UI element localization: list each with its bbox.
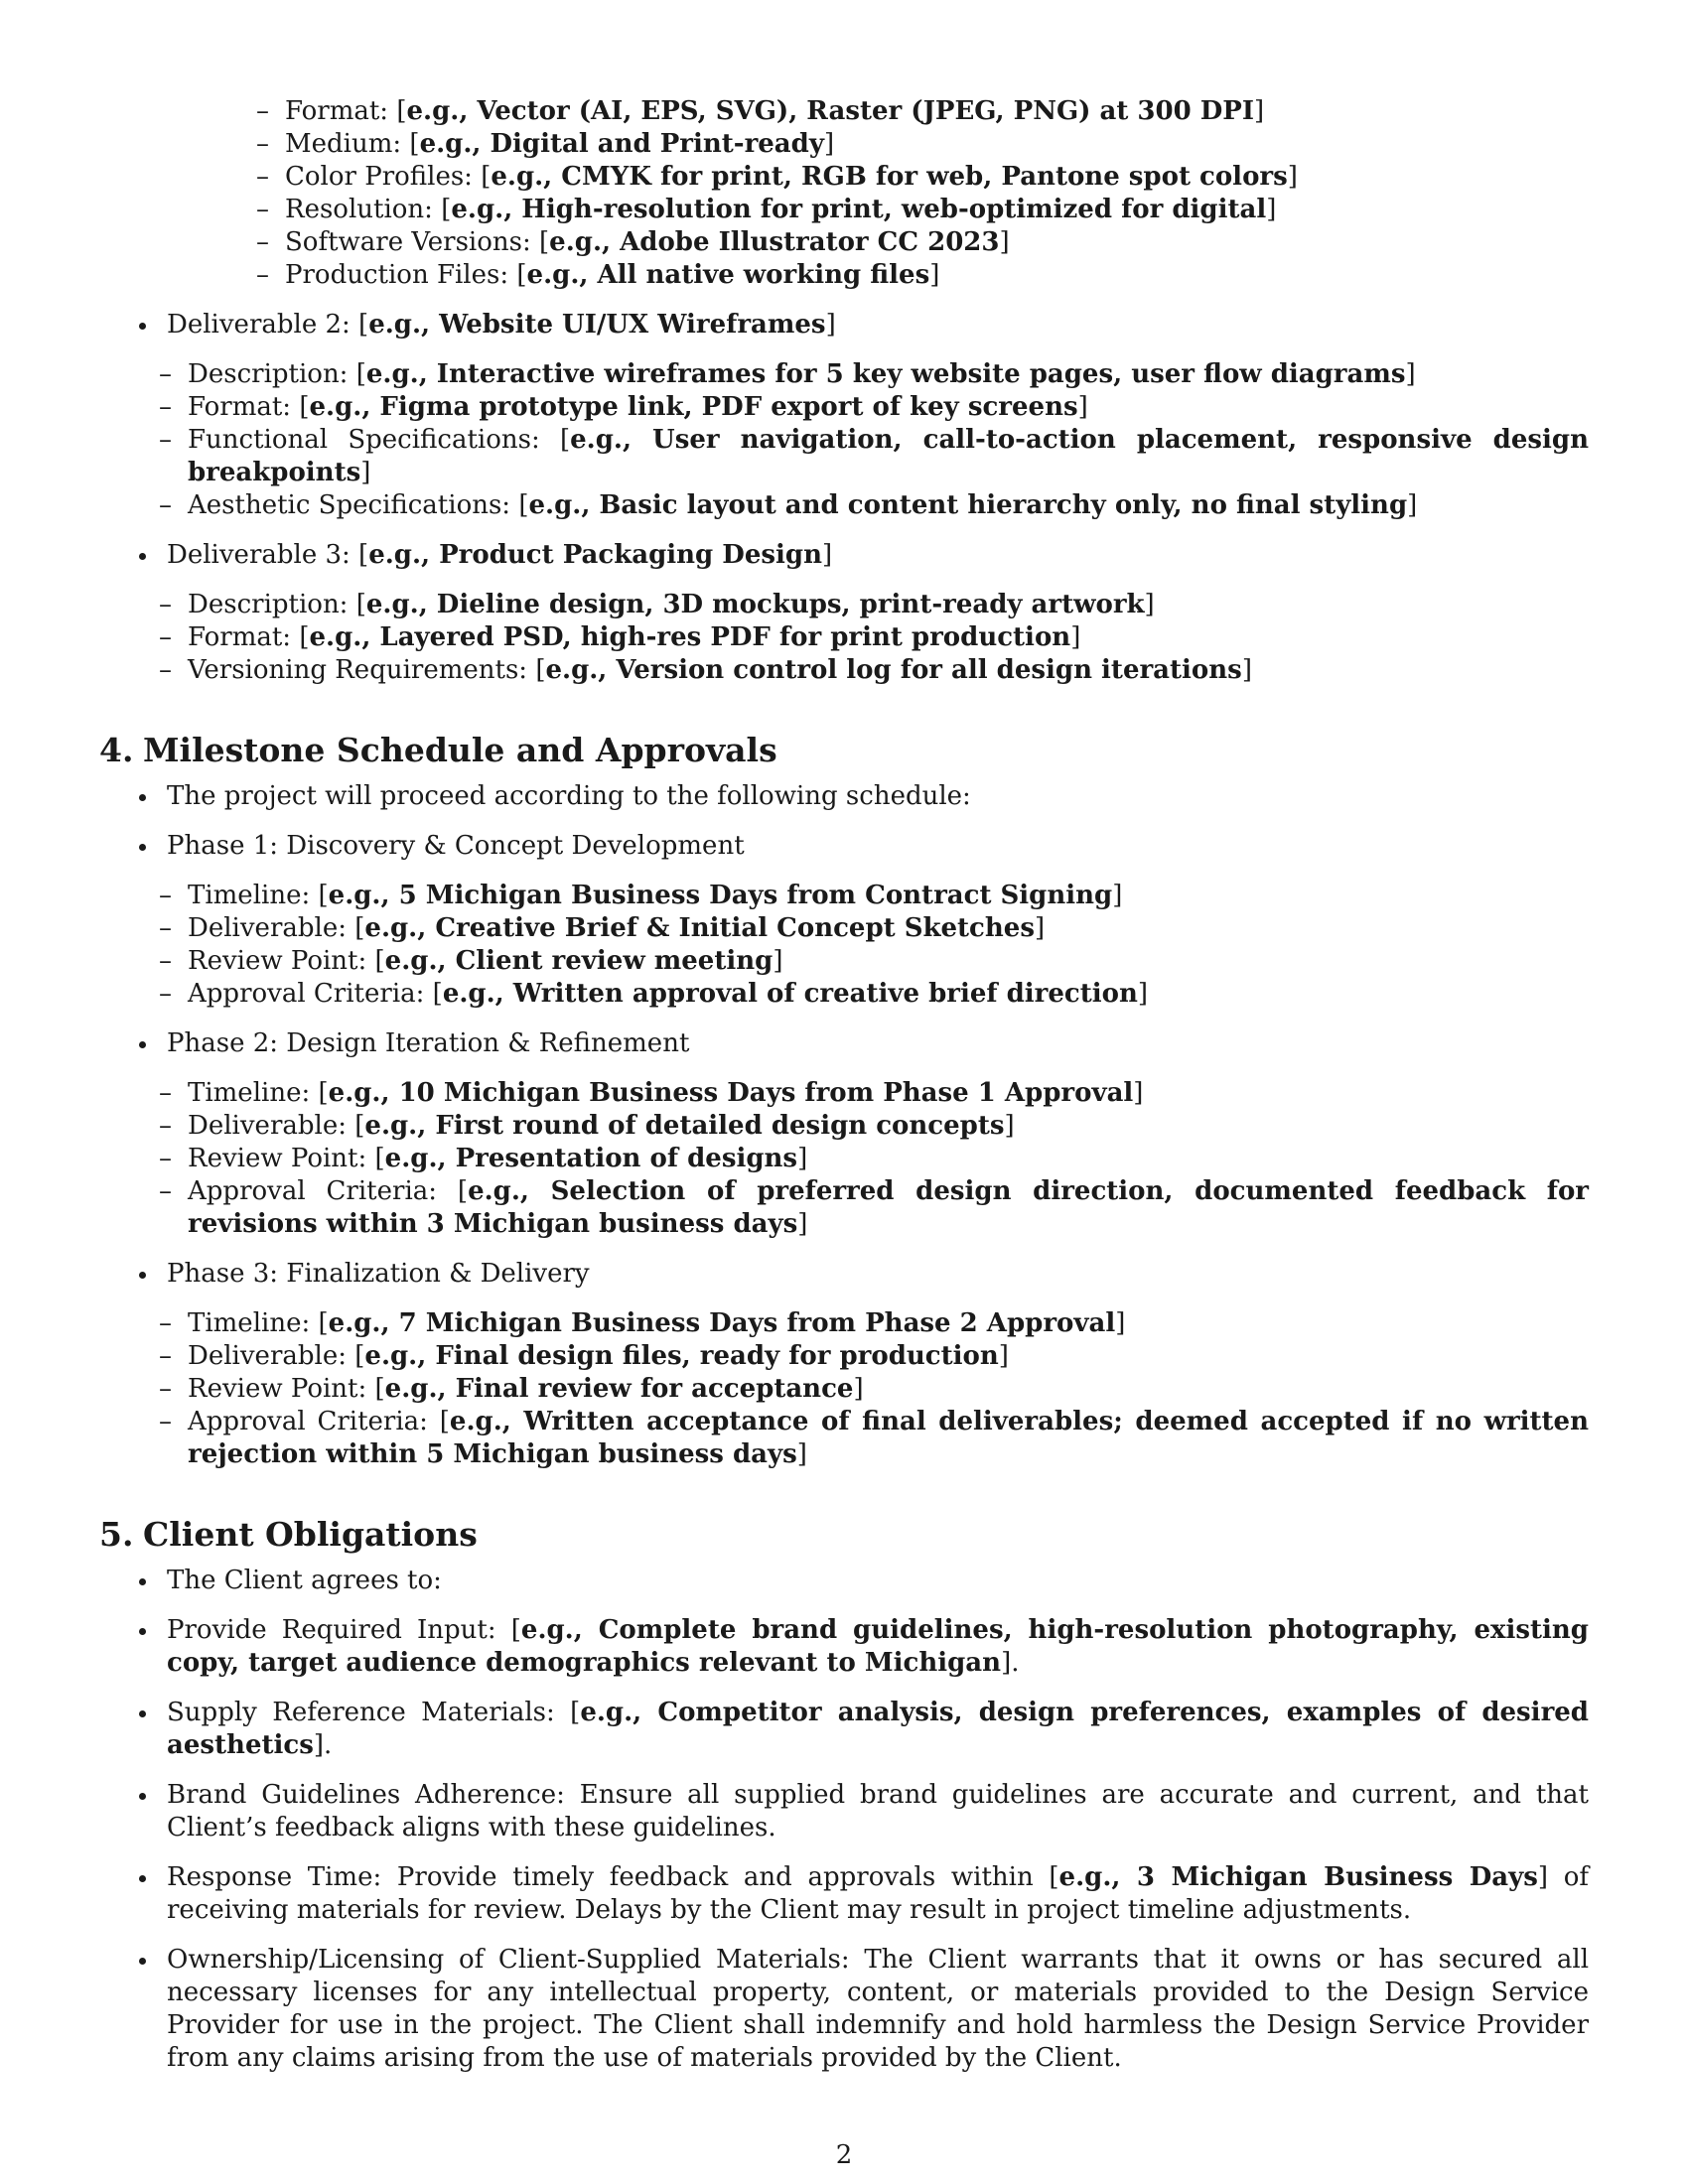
- list-item: – Deliverable: [e.g., Creative Brief & Initial Concept Sketches]: [159, 912, 1589, 945]
- list-item: – Deliverable: [e.g., Final design files, ready for production]: [159, 1340, 1589, 1373]
- phase-1: Phase 1: Discovery & Concept Development – Timeline: [e.g., 5 Michigan Business Days from Contract Signing] – Deliverable: [e.g., Creative Brief & Initial Concept Sketches] – Review Point: [e.g., Client review meeting] – Approval Criteria: [e.g., Written approval of creative brief direction]: [99, 830, 1589, 1011]
- list-item: – Functional Specifications: [e.g., User navigation, call-to-action placement, responsive design breakpoints]: [159, 424, 1589, 489]
- list-item: – Approval Criteria: [e.g., Written approval of creative brief direction]: [159, 978, 1589, 1011]
- list-item: – Review Point: [e.g., Final review for acceptance]: [159, 1373, 1589, 1406]
- list-item: – Approval Criteria: [e.g., Selection of preferred design direction, documented feedback for revisions within 3 Michigan business days]: [159, 1175, 1589, 1241]
- list-item: – Medium: [e.g., Digital and Print-ready]: [256, 128, 1589, 161]
- list-item: – Approval Criteria: [e.g., Written acceptance of final deliverables; deemed accepted if no written rejection within 5 Michigan business days]: [159, 1406, 1589, 1471]
- document-page: [99, 95, 1589, 2075]
- list-item: – Versioning Requirements: [e.g., Version control log for all design iterations]: [159, 654, 1589, 687]
- list-item: – Description: [e.g., Interactive wireframes for 5 key website pages, user flow diagrams]: [159, 358, 1589, 391]
- list-item: Ownership/Licensing of Client-Supplied Materials: The Client warrants that it owns or has secured all necessary licenses for any intellectual property, content, or materials provided to the Design Service Provider for use in the project. The Client shall indemnify and hold harmless the Design Service Provider from any claims arising from the use of materials provided by the Client.: [167, 1945, 1590, 2073]
- list-item: The Client agrees to:: [167, 1566, 442, 1595]
- list-item: – Resolution: [e.g., High-resolution for print, web-optimized for digital]: [256, 194, 1589, 226]
- phase-3: Phase 3: Finalization & Delivery – Timeline: [e.g., 7 Michigan Business Days from Phase 2 Approval] – Deliverable: [e.g., Final design files, ready for production] – Review Point: [e.g., Final review for acceptance] – Approval Criteria: [e.g., Written acceptance of final deliverables; deemed accepted if no written rejection within 5 Michigan business days]: [99, 1258, 1589, 1471]
- list-item: – Color Profiles: [e.g., CMYK for print, RGB for web, Pantone spot colors]: [256, 161, 1589, 194]
- list-item: – Production Files: [e.g., All native working files]: [256, 259, 1589, 292]
- list-item: Brand Guidelines Adherence: Ensure all supplied brand guidelines are accurate and current, and that Client’s feedback aligns with these guidelines.: [167, 1780, 1590, 1843]
- phase-2: Phase 2: Design Iteration & Refinement – Timeline: [e.g., 10 Michigan Business Days from Phase 1 Approval] – Deliverable: [e.g., First round of detailed design concepts] – Review Point: [e.g., Presentation of designs] – Approval Criteria: [e.g., Selection of preferred design direction, documented feedback for revisions within 3 Michigan business days]: [99, 1027, 1589, 1241]
- section-4-heading: 4. Milestone Schedule and Approvals: [99, 731, 777, 769]
- milestone-list: [99, 780, 1589, 1471]
- list-item: – Timeline: [e.g., 5 Michigan Business Days from Contract Signing]: [159, 880, 1589, 912]
- list-item: – Aesthetic Specifications: [e.g., Basic layout and content hierarchy only, no final styling]: [159, 489, 1589, 522]
- list-item: – Timeline: [e.g., 7 Michigan Business Days from Phase 2 Approval]: [159, 1307, 1589, 1340]
- page-number: 2: [835, 2140, 853, 2170]
- list-item: Response Time: Provide timely feedback and approvals within [e.g., 3 Michigan Business Days] of receiving materials for review. Delays by the Client may result in project timeline adjustments.: [167, 1862, 1589, 1925]
- deliverable-2: Deliverable 2: [e.g., Website UI/UX Wireframes] – Description: [e.g., Interactive wireframes for 5 key website pages, user flow diagrams] – Format: [e.g., Figma prototype link, PDF export of key screens] – Functional Specifications: [e.g., User navigation, call-to-action placement, responsive design breakpoints] – Aesthetic Specifications: [e.g., Basic layout and content hierarchy only, no final styling]: [99, 309, 1589, 522]
- list-item: – Timeline: [e.g., 10 Michigan Business Days from Phase 1 Approval]: [159, 1077, 1589, 1110]
- list-item: – Format: [e.g., Figma prototype link, PDF export of key screens]: [159, 391, 1589, 424]
- list-item: – Deliverable: [e.g., First round of detailed design concepts]: [159, 1110, 1589, 1143]
- list-item: – Software Versions: [e.g., Adobe Illustrator CC 2023]: [256, 226, 1589, 259]
- list-item: The project will proceed according to the following schedule:: [167, 781, 971, 811]
- list-item: Supply Reference Materials: [e.g., Competitor analysis, design preferences, examples of desired aesthetics].: [167, 1698, 1589, 1760]
- list-item: – Description: [e.g., Dieline design, 3D mockups, print-ready artwork]: [159, 589, 1589, 621]
- list-item: Provide Required Input: [e.g., Complete brand guidelines, high-resolution photography, existing copy, target audience demographics relevant to Michigan].: [167, 1615, 1589, 1678]
- section-5-heading: 5. Client Obligations: [99, 1515, 478, 1554]
- list-item: – Review Point: [e.g., Presentation of designs]: [159, 1143, 1589, 1175]
- list-item: – Format: [e.g., Vector (AI, EPS, SVG), Raster (JPEG, PNG) at 300 DPI]: [256, 95, 1589, 128]
- list-item: – Format: [e.g., Layered PSD, high-res PDF for print production]: [159, 621, 1589, 654]
- deliverables-list: [99, 309, 1589, 687]
- list-item: – Review Point: [e.g., Client review meeting]: [159, 945, 1589, 978]
- deliverable-3: Deliverable 3: [e.g., Product Packaging Design] – Description: [e.g., Dieline design, 3D mockups, print-ready artwork] – Format: [e.g., Layered PSD, high-res PDF for print production] – Versioning Requirements: [e.g., Version control log for all design iterations]: [99, 539, 1589, 687]
- deliverable-1-details: [197, 95, 1589, 292]
- client-obligations-list: [99, 1565, 1589, 2075]
